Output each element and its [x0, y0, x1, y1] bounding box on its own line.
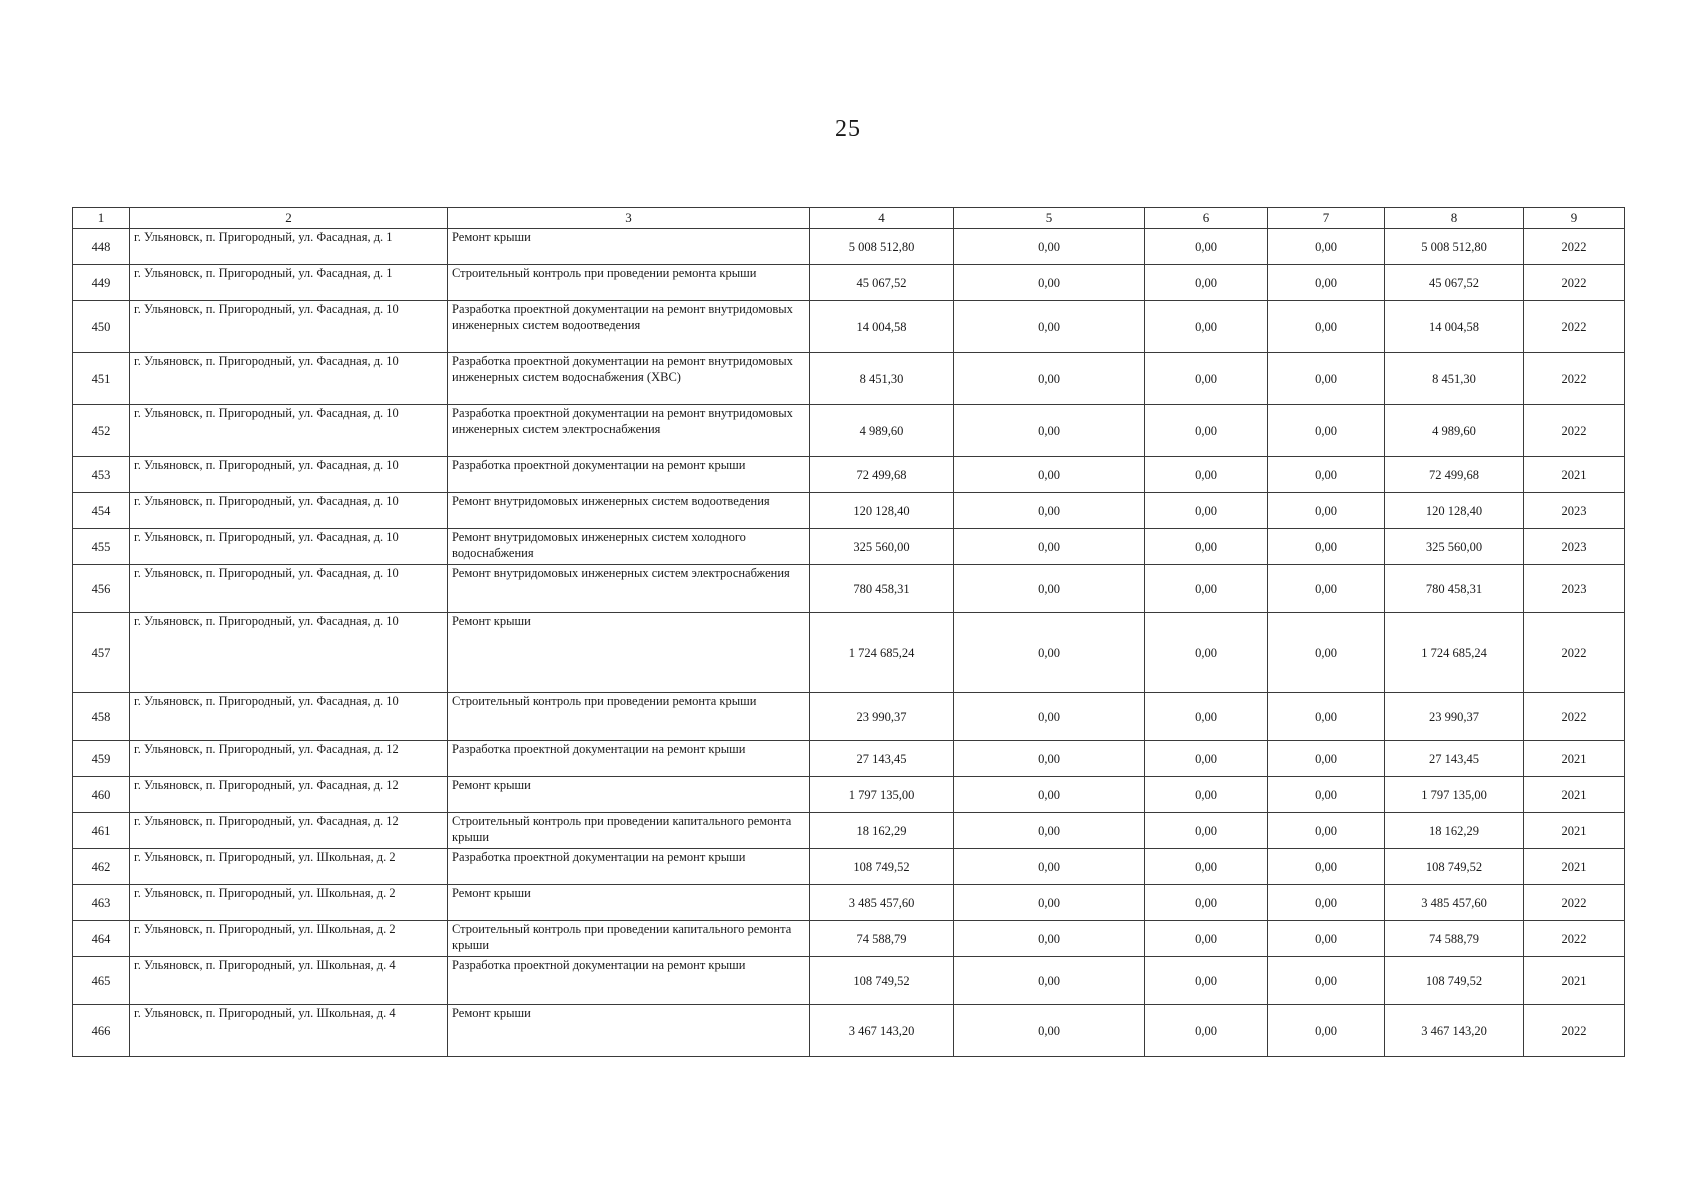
column-5-cell: 0,00 [954, 957, 1145, 1005]
fund-cost-cell: 8 451,30 [1385, 353, 1524, 405]
row-number: 452 [73, 405, 130, 457]
address-cell: г. Ульяновск, п. Пригородный, ул. Фасадная, д. 10 [130, 301, 448, 353]
work-type-cell: Ремонт крыши [448, 229, 810, 265]
table-row [73, 565, 1625, 613]
address-cell: г. Ульяновск, п. Пригородный, ул. Фасадная, д. 1 [130, 265, 448, 301]
fund-cost-cell: 108 749,52 [1385, 849, 1524, 885]
row-number: 461 [73, 813, 130, 849]
table-row [73, 405, 1625, 457]
total-cost-cell: 325 560,00 [810, 529, 954, 565]
column-5-cell: 0,00 [954, 301, 1145, 353]
column-6-cell: 0,00 [1145, 457, 1268, 493]
work-type-cell: Ремонт крыши [448, 613, 810, 693]
column-header-5: 5 [954, 208, 1145, 229]
year-cell: 2023 [1524, 493, 1625, 529]
work-type-cell: Разработка проектной документации на ремонт крыши [448, 957, 810, 1005]
column-6-cell: 0,00 [1145, 529, 1268, 565]
total-cost-cell: 8 451,30 [810, 353, 954, 405]
table-row [73, 457, 1625, 493]
column-7-cell: 0,00 [1268, 921, 1385, 957]
column-7-cell: 0,00 [1268, 813, 1385, 849]
column-6-cell: 0,00 [1145, 813, 1268, 849]
column-7-cell: 0,00 [1268, 565, 1385, 613]
column-5-cell: 0,00 [954, 741, 1145, 777]
address-cell: г. Ульяновск, п. Пригородный, ул. Школьная, д. 4 [130, 1005, 448, 1057]
column-7-cell: 0,00 [1268, 849, 1385, 885]
column-6-cell: 0,00 [1145, 301, 1268, 353]
year-cell: 2022 [1524, 353, 1625, 405]
table-row [73, 229, 1625, 265]
row-number: 449 [73, 265, 130, 301]
fund-cost-cell: 18 162,29 [1385, 813, 1524, 849]
column-7-cell: 0,00 [1268, 529, 1385, 565]
address-cell: г. Ульяновск, п. Пригородный, ул. Фасадная, д. 10 [130, 529, 448, 565]
address-cell: г. Ульяновск, п. Пригородный, ул. Фасадная, д. 10 [130, 493, 448, 529]
row-number: 466 [73, 1005, 130, 1057]
column-5-cell: 0,00 [954, 849, 1145, 885]
work-type-cell: Строительный контроль при проведении капитального ремонта крыши [448, 813, 810, 849]
fund-cost-cell: 14 004,58 [1385, 301, 1524, 353]
table-row [73, 849, 1625, 885]
column-6-cell: 0,00 [1145, 405, 1268, 457]
total-cost-cell: 1 724 685,24 [810, 613, 954, 693]
year-cell: 2021 [1524, 813, 1625, 849]
column-header-7: 7 [1268, 208, 1385, 229]
year-cell: 2021 [1524, 457, 1625, 493]
table-row [73, 777, 1625, 813]
address-cell: г. Ульяновск, п. Пригородный, ул. Фасадная, д. 1 [130, 229, 448, 265]
total-cost-cell: 1 797 135,00 [810, 777, 954, 813]
column-5-cell: 0,00 [954, 777, 1145, 813]
column-6-cell: 0,00 [1145, 849, 1268, 885]
row-number: 453 [73, 457, 130, 493]
column-header-1: 1 [73, 208, 130, 229]
year-cell: 2021 [1524, 957, 1625, 1005]
column-7-cell: 0,00 [1268, 613, 1385, 693]
total-cost-cell: 23 990,37 [810, 693, 954, 741]
table-row [73, 885, 1625, 921]
year-cell: 2021 [1524, 849, 1625, 885]
column-header-8: 8 [1385, 208, 1524, 229]
header-row [73, 208, 1625, 229]
total-cost-cell: 14 004,58 [810, 301, 954, 353]
row-number: 462 [73, 849, 130, 885]
column-6-cell: 0,00 [1145, 777, 1268, 813]
year-cell: 2022 [1524, 921, 1625, 957]
column-5-cell: 0,00 [954, 265, 1145, 301]
total-cost-cell: 120 128,40 [810, 493, 954, 529]
table-row [73, 613, 1625, 693]
fund-cost-cell: 23 990,37 [1385, 693, 1524, 741]
table-row [73, 813, 1625, 849]
column-5-cell: 0,00 [954, 529, 1145, 565]
row-number: 456 [73, 565, 130, 613]
table-row [73, 301, 1625, 353]
year-cell: 2022 [1524, 229, 1625, 265]
table-row [73, 741, 1625, 777]
column-5-cell: 0,00 [954, 1005, 1145, 1057]
total-cost-cell: 5 008 512,80 [810, 229, 954, 265]
row-number: 457 [73, 613, 130, 693]
table-header [73, 208, 1625, 229]
fund-cost-cell: 4 989,60 [1385, 405, 1524, 457]
address-cell: г. Ульяновск, п. Пригородный, ул. Фасадная, д. 12 [130, 741, 448, 777]
total-cost-cell: 3 485 457,60 [810, 885, 954, 921]
fund-cost-cell: 1 724 685,24 [1385, 613, 1524, 693]
column-5-cell: 0,00 [954, 565, 1145, 613]
column-7-cell: 0,00 [1268, 693, 1385, 741]
capital-repair-table [72, 207, 1625, 1057]
column-6-cell: 0,00 [1145, 1005, 1268, 1057]
column-5-cell: 0,00 [954, 493, 1145, 529]
column-6-cell: 0,00 [1145, 741, 1268, 777]
column-5-cell: 0,00 [954, 229, 1145, 265]
address-cell: г. Ульяновск, п. Пригородный, ул. Фасадная, д. 10 [130, 353, 448, 405]
year-cell: 2022 [1524, 301, 1625, 353]
column-7-cell: 0,00 [1268, 885, 1385, 921]
work-type-cell: Строительный контроль при проведении капитального ремонта крыши [448, 921, 810, 957]
year-cell: 2022 [1524, 265, 1625, 301]
table-row [73, 529, 1625, 565]
column-6-cell: 0,00 [1145, 353, 1268, 405]
address-cell: г. Ульяновск, п. Пригородный, ул. Фасадная, д. 10 [130, 613, 448, 693]
column-5-cell: 0,00 [954, 921, 1145, 957]
table-row [73, 957, 1625, 1005]
row-number: 451 [73, 353, 130, 405]
row-number: 455 [73, 529, 130, 565]
address-cell: г. Ульяновск, п. Пригородный, ул. Фасадная, д. 10 [130, 693, 448, 741]
total-cost-cell: 45 067,52 [810, 265, 954, 301]
column-6-cell: 0,00 [1145, 565, 1268, 613]
total-cost-cell: 108 749,52 [810, 849, 954, 885]
address-cell: г. Ульяновск, п. Пригородный, ул. Фасадная, д. 10 [130, 565, 448, 613]
fund-cost-cell: 3 485 457,60 [1385, 885, 1524, 921]
fund-cost-cell: 780 458,31 [1385, 565, 1524, 613]
row-number: 458 [73, 693, 130, 741]
year-cell: 2023 [1524, 565, 1625, 613]
column-7-cell: 0,00 [1268, 1005, 1385, 1057]
address-cell: г. Ульяновск, п. Пригородный, ул. Школьная, д. 2 [130, 885, 448, 921]
table-row [73, 921, 1625, 957]
work-type-cell: Разработка проектной документации на ремонт крыши [448, 457, 810, 493]
column-5-cell: 0,00 [954, 457, 1145, 493]
total-cost-cell: 18 162,29 [810, 813, 954, 849]
column-6-cell: 0,00 [1145, 265, 1268, 301]
work-type-cell: Строительный контроль при проведении ремонта крыши [448, 693, 810, 741]
table-row [73, 693, 1625, 741]
year-cell: 2022 [1524, 693, 1625, 741]
year-cell: 2022 [1524, 613, 1625, 693]
column-7-cell: 0,00 [1268, 457, 1385, 493]
row-number: 464 [73, 921, 130, 957]
column-5-cell: 0,00 [954, 405, 1145, 457]
column-5-cell: 0,00 [954, 353, 1145, 405]
table-body [73, 229, 1625, 1057]
column-6-cell: 0,00 [1145, 613, 1268, 693]
work-type-cell: Разработка проектной документации на ремонт внутридомовых инженерных систем водоснабжения (ХВС) [448, 353, 810, 405]
column-6-cell: 0,00 [1145, 957, 1268, 1005]
address-cell: г. Ульяновск, п. Пригородный, ул. Школьная, д. 2 [130, 849, 448, 885]
total-cost-cell: 4 989,60 [810, 405, 954, 457]
column-5-cell: 0,00 [954, 613, 1145, 693]
fund-cost-cell: 325 560,00 [1385, 529, 1524, 565]
row-number: 465 [73, 957, 130, 1005]
column-7-cell: 0,00 [1268, 265, 1385, 301]
year-cell: 2022 [1524, 1005, 1625, 1057]
work-type-cell: Ремонт внутридомовых инженерных систем водоотведения [448, 493, 810, 529]
column-header-6: 6 [1145, 208, 1268, 229]
year-cell: 2023 [1524, 529, 1625, 565]
row-number: 459 [73, 741, 130, 777]
total-cost-cell: 3 467 143,20 [810, 1005, 954, 1057]
table-row [73, 265, 1625, 301]
address-cell: г. Ульяновск, п. Пригородный, ул. Фасадная, д. 10 [130, 457, 448, 493]
row-number: 463 [73, 885, 130, 921]
column-header-9: 9 [1524, 208, 1625, 229]
column-6-cell: 0,00 [1145, 493, 1268, 529]
address-cell: г. Ульяновск, п. Пригородный, ул. Фасадная, д. 12 [130, 813, 448, 849]
fund-cost-cell: 108 749,52 [1385, 957, 1524, 1005]
year-cell: 2021 [1524, 741, 1625, 777]
work-type-cell: Разработка проектной документации на ремонт крыши [448, 741, 810, 777]
column-7-cell: 0,00 [1268, 957, 1385, 1005]
fund-cost-cell: 27 143,45 [1385, 741, 1524, 777]
total-cost-cell: 72 499,68 [810, 457, 954, 493]
work-type-cell: Разработка проектной документации на ремонт внутридомовых инженерных систем электроснабжения [448, 405, 810, 457]
column-6-cell: 0,00 [1145, 229, 1268, 265]
total-cost-cell: 108 749,52 [810, 957, 954, 1005]
fund-cost-cell: 3 467 143,20 [1385, 1005, 1524, 1057]
column-7-cell: 0,00 [1268, 229, 1385, 265]
column-7-cell: 0,00 [1268, 353, 1385, 405]
row-number: 448 [73, 229, 130, 265]
year-cell: 2021 [1524, 777, 1625, 813]
work-type-cell: Разработка проектной документации на ремонт крыши [448, 849, 810, 885]
page-number: 25 [835, 116, 861, 142]
work-type-cell: Строительный контроль при проведении ремонта крыши [448, 265, 810, 301]
address-cell: г. Ульяновск, п. Пригородный, ул. Фасадная, д. 10 [130, 405, 448, 457]
fund-cost-cell: 72 499,68 [1385, 457, 1524, 493]
column-header-3: 3 [448, 208, 810, 229]
year-cell: 2022 [1524, 885, 1625, 921]
address-cell: г. Ульяновск, п. Пригородный, ул. Фасадная, д. 12 [130, 777, 448, 813]
column-6-cell: 0,00 [1145, 921, 1268, 957]
row-number: 454 [73, 493, 130, 529]
column-7-cell: 0,00 [1268, 777, 1385, 813]
column-7-cell: 0,00 [1268, 301, 1385, 353]
fund-cost-cell: 45 067,52 [1385, 265, 1524, 301]
work-type-cell: Ремонт крыши [448, 777, 810, 813]
column-5-cell: 0,00 [954, 885, 1145, 921]
column-header-4: 4 [810, 208, 954, 229]
column-7-cell: 0,00 [1268, 493, 1385, 529]
year-cell: 2022 [1524, 405, 1625, 457]
row-number: 460 [73, 777, 130, 813]
address-cell: г. Ульяновск, п. Пригородный, ул. Школьная, д. 4 [130, 957, 448, 1005]
column-5-cell: 0,00 [954, 813, 1145, 849]
column-5-cell: 0,00 [954, 693, 1145, 741]
column-7-cell: 0,00 [1268, 405, 1385, 457]
work-type-cell: Ремонт внутридомовых инженерных систем электроснабжения [448, 565, 810, 613]
row-number: 450 [73, 301, 130, 353]
work-type-cell: Ремонт внутридомовых инженерных систем холодного водоснабжения [448, 529, 810, 565]
work-type-cell: Ремонт крыши [448, 1005, 810, 1057]
work-type-cell: Разработка проектной документации на ремонт внутридомовых инженерных систем водоотведения [448, 301, 810, 353]
fund-cost-cell: 74 588,79 [1385, 921, 1524, 957]
table-row [73, 493, 1625, 529]
fund-cost-cell: 1 797 135,00 [1385, 777, 1524, 813]
column-6-cell: 0,00 [1145, 885, 1268, 921]
total-cost-cell: 74 588,79 [810, 921, 954, 957]
table-row [73, 353, 1625, 405]
total-cost-cell: 780 458,31 [810, 565, 954, 613]
total-cost-cell: 27 143,45 [810, 741, 954, 777]
address-cell: г. Ульяновск, п. Пригородный, ул. Школьная, д. 2 [130, 921, 448, 957]
column-header-2: 2 [130, 208, 448, 229]
column-6-cell: 0,00 [1145, 693, 1268, 741]
table-row [73, 1005, 1625, 1057]
column-7-cell: 0,00 [1268, 741, 1385, 777]
fund-cost-cell: 5 008 512,80 [1385, 229, 1524, 265]
work-type-cell: Ремонт крыши [448, 885, 810, 921]
fund-cost-cell: 120 128,40 [1385, 493, 1524, 529]
